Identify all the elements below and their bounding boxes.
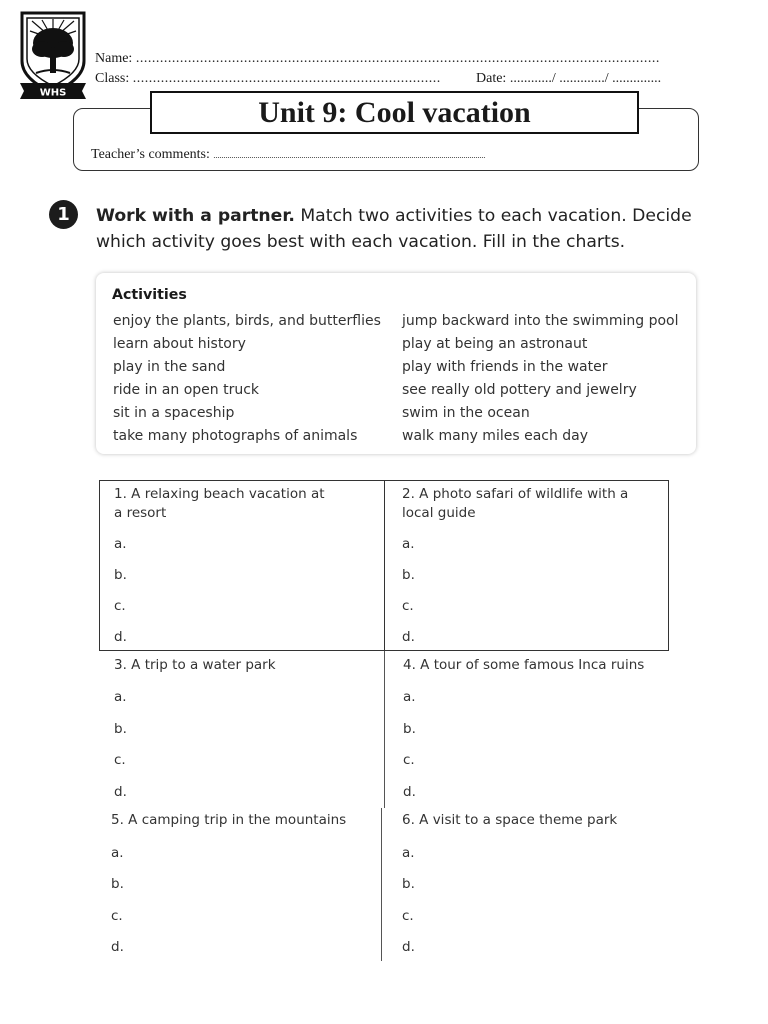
activity-item: swim in the ocean (402, 405, 530, 421)
class-label: Class: (95, 71, 130, 86)
title-box (150, 91, 639, 134)
teacher-comments-label: Teacher’s comments: (91, 147, 210, 162)
answer-line-a[interactable]: a. (111, 845, 124, 861)
activities-right-column (402, 310, 679, 448)
activity-item: enjoy the plants, birds, and butterflies (113, 313, 381, 329)
activities-left-column (113, 310, 381, 448)
answer-line-a[interactable]: a. (114, 689, 127, 705)
answer-line-a[interactable]: a. (114, 536, 127, 552)
answer-line-d[interactable]: d. (114, 784, 127, 800)
answer-line-b[interactable]: b. (403, 721, 416, 737)
vacation-cell-6 (402, 811, 664, 961)
activities-title: Activities (112, 287, 187, 303)
activity-item: play with friends in the water (402, 359, 608, 375)
answer-line-d[interactable]: d. (403, 784, 416, 800)
activity-item: walk many miles each day (402, 428, 589, 444)
vacation-title-cont: local guide (402, 505, 476, 521)
instruction-bold: Work with a partner. (96, 206, 295, 226)
vacation-title: 4. A tour of some famous Inca ruins (403, 657, 645, 673)
name-dots: ................................................................................................................................... (135, 51, 660, 66)
answer-line-d[interactable]: d. (402, 939, 415, 955)
name-field[interactable] (95, 51, 660, 67)
vacation-cell-5 (111, 811, 376, 961)
vacation-cell-1 (114, 485, 379, 645)
activity-item: see really old pottery and jewelry (402, 382, 637, 398)
activity-item: jump backward into the swimming pool (402, 313, 679, 329)
activity-item: play in the sand (113, 359, 226, 375)
date-field[interactable] (476, 71, 661, 87)
answer-line-b[interactable]: b. (114, 721, 127, 737)
class-dots: ............................................................................. (132, 71, 441, 86)
table-divider (384, 480, 385, 651)
table-divider (381, 808, 382, 961)
answer-line-c[interactable]: c. (402, 598, 414, 614)
vacation-cell-3 (114, 656, 379, 806)
answer-line-b[interactable]: b. (402, 567, 415, 583)
instruction-text: Match two activities to each vacation. Decide which activity goes best with each vacation. Fill in the charts. (96, 206, 692, 252)
date-label: Date: (476, 71, 507, 86)
answer-line-d[interactable]: d. (111, 939, 124, 955)
vacation-title: 3. A trip to a water park (114, 657, 276, 673)
name-label: Name: (95, 51, 133, 66)
vacation-cell-2 (402, 485, 664, 645)
answer-line-c[interactable]: c. (402, 908, 414, 924)
vacation-cell-4 (403, 656, 665, 806)
class-field[interactable] (95, 71, 441, 87)
answer-line-d[interactable]: d. (402, 629, 415, 645)
school-logo (18, 9, 88, 101)
vacation-title: 2. A photo safari of wildlife with a (402, 486, 629, 502)
answer-line-c[interactable]: c. (403, 752, 415, 768)
logo-text: WHS (39, 87, 67, 99)
exercise-instruction (96, 203, 706, 255)
teacher-comments-dots: ........................................................................................................................................ (213, 151, 486, 160)
answer-line-a[interactable]: a. (402, 845, 415, 861)
answer-line-c[interactable]: c. (114, 752, 126, 768)
answer-line-c[interactable]: c. (111, 908, 123, 924)
vacation-title: 6. A visit to a space theme park (402, 812, 618, 828)
teacher-comments-field[interactable] (91, 147, 485, 163)
answer-line-d[interactable]: d. (114, 629, 127, 645)
activity-item: take many photographs of animals (113, 428, 358, 444)
date-blanks: ............/ ............./ .............. (509, 71, 662, 86)
answer-line-b[interactable]: b. (111, 876, 124, 892)
table-divider (384, 651, 385, 808)
answer-line-a[interactable]: a. (403, 689, 416, 705)
exercise-number-badge: 1 (49, 200, 78, 229)
activity-item: ride in an open truck (113, 382, 260, 398)
page-title: Unit 9: Cool vacation (258, 95, 531, 129)
vacation-title: 1. A relaxing beach vacation at (114, 486, 325, 502)
answer-line-b[interactable]: b. (402, 876, 415, 892)
activity-item: sit in a spaceship (113, 405, 235, 421)
answer-line-c[interactable]: c. (114, 598, 126, 614)
activity-item: play at being an astronaut (402, 336, 588, 352)
vacation-title-cont: a resort (114, 505, 167, 521)
answer-line-b[interactable]: b. (114, 567, 127, 583)
answer-line-a[interactable]: a. (402, 536, 415, 552)
activity-item: learn about history (113, 336, 246, 352)
vacation-title: 5. A camping trip in the mountains (111, 812, 347, 828)
